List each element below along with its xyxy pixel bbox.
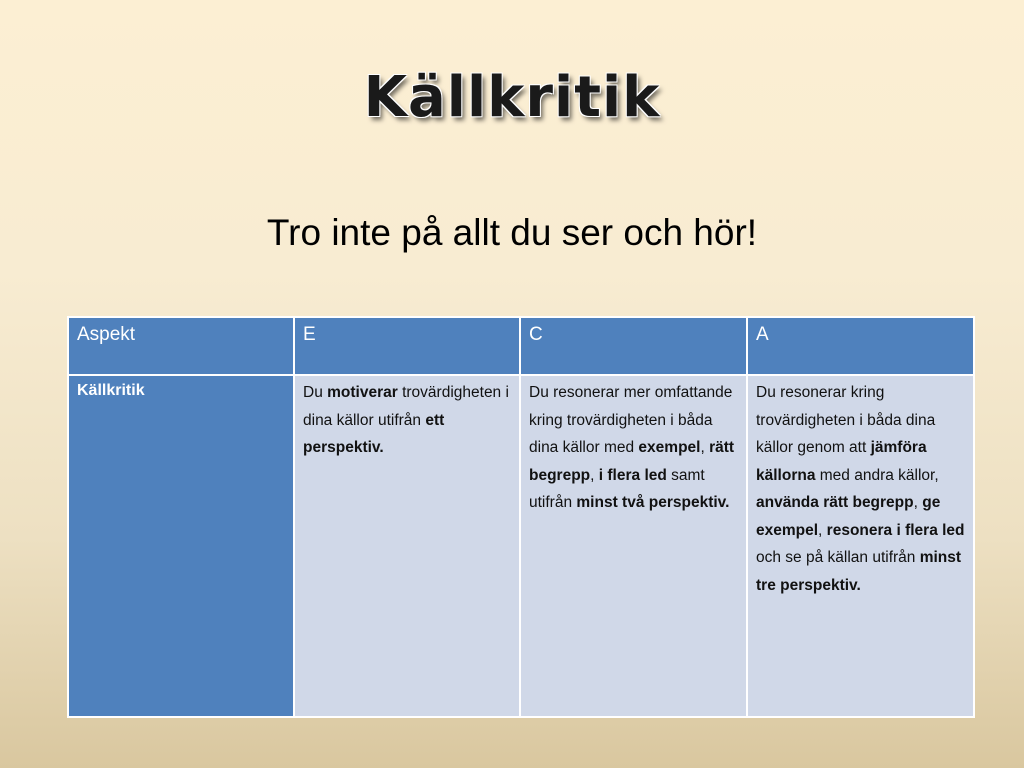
- cell-e: [294, 375, 520, 717]
- header-aspekt: Aspekt: [68, 317, 294, 375]
- emphasis-text: motiverar: [327, 384, 398, 401]
- slide-title: Källkritik: [363, 65, 661, 130]
- emphasis-text: rätt begrepp: [529, 439, 735, 484]
- header-e: E: [294, 317, 520, 375]
- emphasis-text: ett perspektiv.: [303, 411, 445, 456]
- cell-a: [747, 375, 974, 717]
- cell-text: ,: [700, 439, 710, 456]
- cell-c: [520, 375, 747, 717]
- emphasis-text: minst tre perspektiv.: [756, 549, 962, 594]
- emphasis-text: jämföra källorna: [756, 439, 927, 484]
- cell-text: och se på källan utifrån: [756, 549, 920, 566]
- emphasis-text: exempel: [638, 439, 701, 456]
- cell-text: trovärdigheten i dina källor utifrån: [303, 384, 509, 429]
- emphasis-text: i flera led: [598, 466, 667, 484]
- emphasis-text: använda rätt begrepp: [756, 494, 914, 511]
- emphasis-text: ge exempel: [756, 494, 941, 539]
- row-label-kallkritik: Källkritik: [68, 375, 294, 717]
- cell-text: ,: [913, 494, 923, 511]
- cell-text: med andra källor,: [815, 466, 939, 484]
- cell-text: Du resonerar kring trovärdigheten i båda dina källor genom att: [756, 384, 936, 456]
- rubric-table: [67, 316, 975, 718]
- cell-text: ,: [818, 521, 827, 539]
- cell-text: Du resonerar mer omfattande kring trovärdigheten i båda dina källor med: [529, 384, 733, 456]
- emphasis-text: minst två perspektiv.: [576, 494, 730, 511]
- cell-text: samt utifrån: [529, 466, 705, 511]
- header-a: A: [747, 317, 974, 375]
- cell-text: Du: [303, 384, 328, 401]
- table-header-row: [68, 317, 974, 375]
- header-c: C: [520, 317, 747, 375]
- table-row: [68, 375, 974, 717]
- slide-subtitle: Tro inte på allt du ser och hör!: [266, 212, 758, 253]
- emphasis-text: resonera i flera led: [826, 521, 965, 539]
- cell-text: ,: [590, 466, 599, 484]
